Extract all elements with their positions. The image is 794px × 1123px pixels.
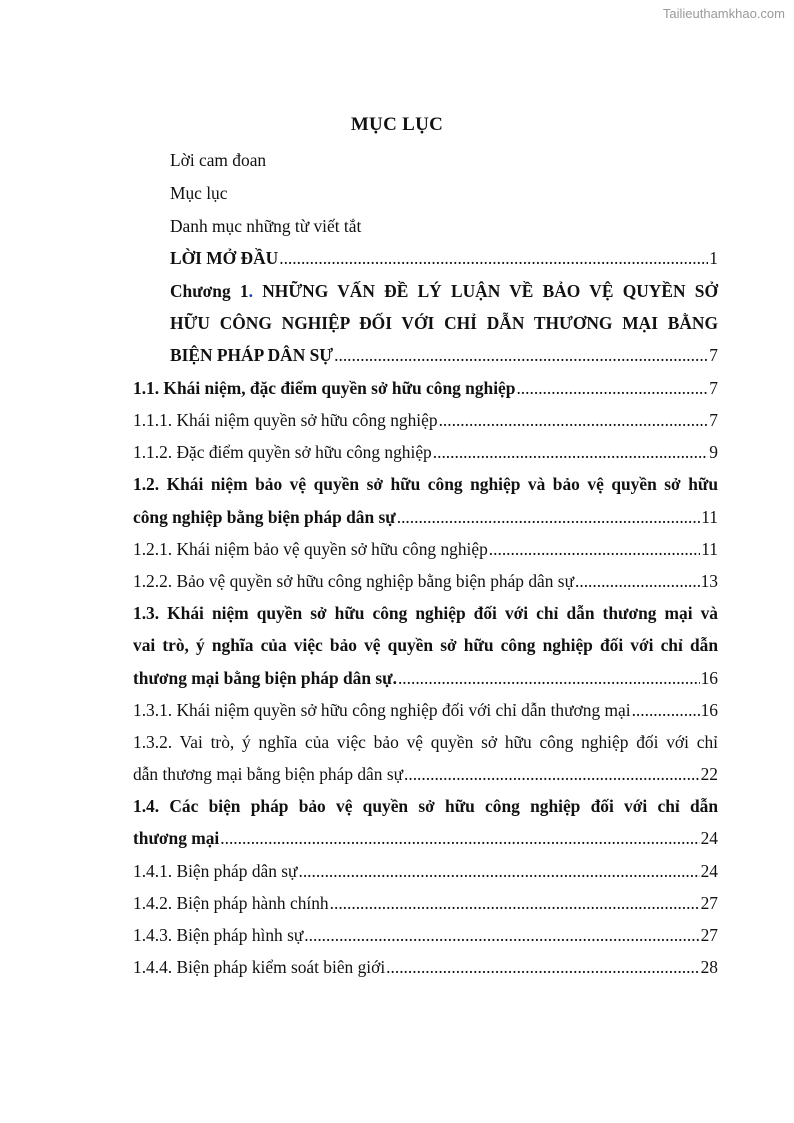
- page-number: 16: [700, 700, 718, 720]
- toc-item-text: LỜI MỞ ĐẦU: [170, 248, 279, 268]
- toc-item-1-2-2: [133, 571, 718, 592]
- page-title: MỤC LỤC: [350, 114, 444, 135]
- leader-dots: [279, 248, 708, 269]
- toc-item-1-2-1: [133, 539, 718, 560]
- toc-item-text: công nghiệp bằng biện pháp dân sự: [133, 507, 396, 527]
- toc-item-1-4-3: [133, 925, 718, 946]
- toc-chapter1-line2: HỮU CÔNG NGHIỆP ĐỐI VỚI CHỈ DẪN THƯƠNG MẠI BẰNG: [170, 313, 718, 333]
- toc-item-muc-luc: Mục lục: [170, 183, 228, 203]
- leader-dots: [516, 378, 708, 399]
- toc-item-1-3-2-line1: 1.3.2. Vai trò, ý nghĩa của việc bảo vệ quyền sở hữu công nghiệp đối với chỉ: [133, 732, 718, 752]
- leader-dots: [398, 668, 700, 689]
- leader-dots: [386, 957, 699, 978]
- toc-item-1-3-line3: [133, 668, 718, 689]
- page-number: 1: [709, 248, 718, 268]
- leader-dots: [489, 539, 700, 560]
- toc-item-text: thương mại: [133, 828, 220, 848]
- leader-dots: [397, 507, 701, 528]
- page-number: 13: [700, 571, 718, 591]
- toc-item-text: thương mại bằng biện pháp dân sự.: [133, 668, 397, 688]
- leader-dots: [334, 345, 708, 366]
- chapter-title-part: NHỮNG VẤN ĐỀ LÝ LUẬN VỀ BẢO VỆ QUYỀN SỞ: [252, 281, 718, 301]
- toc-item-text: 1.3.1. Khái niệm quyền sở hữu công nghiệp đối với chỉ dẫn thương mại: [133, 700, 631, 720]
- toc-item-1-4-line2: [133, 828, 718, 849]
- leader-dots: [404, 764, 700, 785]
- toc-item-1-4-1: [133, 861, 718, 882]
- page-number: 24: [700, 861, 718, 881]
- leader-dots: [575, 571, 700, 592]
- leader-dots: [298, 861, 699, 882]
- page-number: 7: [709, 345, 718, 365]
- page-number: 28: [700, 957, 718, 977]
- toc-item-text: 1.1.2. Đặc điểm quyền sở hữu công nghiệp: [133, 442, 432, 462]
- toc-item-text: 1.4.2. Biện pháp hành chính: [133, 893, 329, 913]
- toc-item-1-1: [133, 378, 718, 399]
- leader-dots: [330, 893, 700, 914]
- toc-item-1-1-2: [133, 442, 718, 463]
- page-number: 22: [700, 764, 718, 784]
- leader-dots: [439, 410, 709, 431]
- toc-item-1-3-line1: 1.3. Khái niệm quyền sở hữu công nghiệp đối với chỉ dẫn thương mại và: [133, 603, 718, 623]
- toc-item-text: 1.1. Khái niệm, đặc điểm quyền sở hữu công nghiệp: [133, 378, 516, 398]
- toc-item-text: 1.1.1. Khái niệm quyền sở hữu công nghiệp: [133, 410, 438, 430]
- page-number: 7: [709, 378, 718, 398]
- toc-item-loi-cam-doan: Lời cam đoan: [170, 150, 267, 170]
- toc-item-1-2-line1: 1.2. Khái niệm bảo vệ quyền sở hữu công nghiệp và bảo vệ quyền sở hữu: [133, 474, 718, 494]
- toc-item-text: 1.2.1. Khái niệm bảo vệ quyền sở hữu công nghiệp: [133, 539, 488, 559]
- page-number: 27: [700, 925, 718, 945]
- page-number: 9: [709, 442, 718, 462]
- toc-item-1-4-4: [133, 957, 718, 978]
- toc-item-1-3-2-line2: [133, 764, 718, 785]
- chapter-label: Chương 1: [170, 281, 249, 301]
- page-number: 11: [701, 539, 718, 559]
- toc-item-1-3-line2: vai trò, ý nghĩa của việc bảo vệ quyền sở hữu công nghiệp đối với chỉ dẫn: [133, 635, 718, 655]
- toc-item-1-3-1: [133, 700, 718, 721]
- toc-item-1-1-1: [133, 410, 718, 431]
- page-number: 16: [700, 668, 718, 688]
- toc-item-1-4-line1: 1.4. Các biện pháp bảo vệ quyền sở hữu công nghiệp đối với chỉ dẫn: [133, 796, 718, 816]
- leader-dots: [220, 828, 699, 849]
- toc-item-text: 1.4.1. Biện pháp dân sự: [133, 861, 298, 881]
- page-number: 27: [700, 893, 718, 913]
- leader-dots: [632, 700, 700, 721]
- toc-item-text: 1.2.2. Bảo vệ quyền sở hữu công nghiệp bằng biện pháp dân sự: [133, 571, 574, 591]
- toc-item-text: dẫn thương mại bằng biện pháp dân sự: [133, 764, 404, 784]
- toc-item-text: BIỆN PHÁP DÂN SỰ: [170, 345, 334, 365]
- chapter-dot: .: [248, 281, 253, 301]
- toc-chapter1-line3: [170, 345, 718, 366]
- toc-item-text: 1.4.4. Biện pháp kiểm soát biên giới: [133, 957, 386, 977]
- toc-item-danh-muc: Danh mục những từ viết tắt: [170, 216, 362, 236]
- toc-item-1-2-line2: [133, 507, 718, 528]
- toc-item-text: 1.4.3. Biện pháp hình sự: [133, 925, 304, 945]
- page-number: 7: [709, 410, 718, 430]
- toc-chapter1-line1: [170, 281, 718, 302]
- toc-item-intro: [170, 248, 718, 269]
- page-number: 11: [701, 507, 718, 527]
- toc-item-1-4-2: [133, 893, 718, 914]
- leader-dots: [304, 925, 699, 946]
- leader-dots: [433, 442, 709, 463]
- page-number: 24: [700, 828, 718, 848]
- watermark: Tailieuthamkhao.com: [662, 6, 785, 21]
